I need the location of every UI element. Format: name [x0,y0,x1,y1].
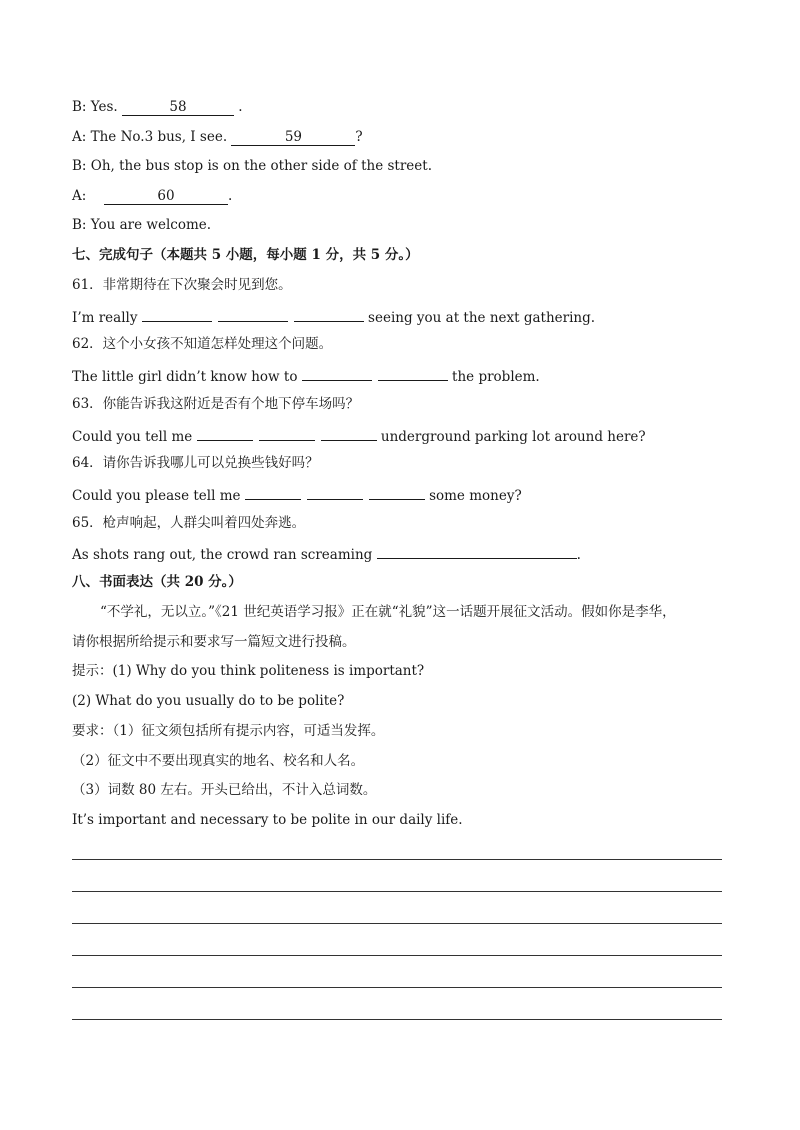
dialogue-text: . [228,188,233,204]
section-7-heading: 七、完成句子（本题共 5 小题，每小题 1 分，共 5 分。） [72,247,419,263]
section-8-heading: 八、书面表达（共 20 分。） [72,574,242,590]
sentence-text: As shots rang out, the crowd ran screaming [72,547,377,563]
writing-prompt-intro: “不学礼，无以立。”《21 世纪英语学习报》正在就“礼貌”这一话题开展征文活动。假如你是李华， [100,604,676,620]
dialogue-line-4 [72,187,232,205]
answer-blank[interactable] [377,543,577,559]
writing-line[interactable] [72,923,722,924]
question-64-chinese: 64．请你告诉我哪儿可以兑换些钱好吗？ [72,455,319,471]
dialogue-text: . [234,99,243,115]
sentence-text: underground parking lot around here? [376,429,646,445]
dialogue-line-5 [72,216,211,234]
hint-2: (2) What do you usually do to be polite? [72,693,345,709]
answer-blank[interactable] [259,425,315,441]
question-62-chinese: 62．这个小女孩不知道怎样处理这个问题。 [72,336,333,352]
writing-line[interactable] [72,955,722,956]
question-61-chinese: 61．非常期待在下次聚会时见到您。 [72,277,292,293]
sentence-text: the problem. [447,369,540,385]
question-64-english [72,484,522,505]
sentence-text: seeing you at the next gathering. [363,310,596,326]
dialogue-text: A: The No.3 bus, I see. [72,129,232,145]
sentence-text: The little girl didn’t know how to [72,369,302,385]
answer-blank[interactable] [321,425,377,441]
answer-blank[interactable] [218,306,288,322]
question-63-english [72,425,646,446]
dialogue-line-2 [72,128,363,146]
requirement-3: （3）词数 80 左右。开头已给出，不计入总词数。 [72,782,377,798]
dialogue-text: ? [355,129,363,145]
answer-blank[interactable] [307,484,363,500]
question-63-chinese: 63．你能告诉我这附近是否有个地下停车场吗？ [72,396,360,412]
dialogue-text: B: Oh, the bus stop is on the other side of the street. [72,158,432,174]
answer-blank-59[interactable]: 59 [231,130,355,146]
dialogue-text: A: [72,188,87,204]
sentence-text: I’m really [72,310,142,326]
answer-blank[interactable] [197,425,253,441]
requirement-2: （2）征文中不要出现真实的地名、校名和人名。 [72,753,365,769]
dialogue-text: B: You are welcome. [72,217,212,233]
requirement-1: 要求：（1）征文须包括所有提示内容，可适当发挥。 [72,723,385,739]
sentence-text: Could you tell me [72,429,197,445]
answer-blank[interactable] [302,365,372,381]
question-61-english [72,306,595,327]
dialogue-text: B: Yes. [72,99,122,115]
writing-line[interactable] [72,1019,722,1020]
sentence-text: Could you please tell me [72,488,245,504]
hint-1: 提示：(1) Why do you think politeness is important? [72,663,425,679]
answer-blank-58[interactable]: 58 [122,100,234,116]
writing-prompt-intro-cont: 请你根据所给提示和要求写一篇短文进行投稿。 [72,634,356,650]
answer-blank[interactable] [369,484,425,500]
sentence-text: . [576,547,581,563]
answer-blank[interactable] [294,306,364,322]
writing-line[interactable] [72,891,722,892]
answer-blank[interactable] [245,484,301,500]
sentence-text: some money? [424,488,522,504]
answer-blank[interactable] [378,365,448,381]
essay-opening: It’s important and necessary to be polite in our daily life. [72,812,463,828]
question-65-chinese: 65．枪声响起，人群尖叫着四处奔逃。 [72,515,306,531]
question-62-english [72,365,540,386]
writing-line[interactable] [72,987,722,988]
question-65-english [72,543,581,564]
writing-line[interactable] [72,859,722,860]
dialogue-line-3 [72,157,432,175]
dialogue-line-1 [72,98,243,116]
answer-blank[interactable] [142,306,212,322]
answer-blank-60[interactable]: 60 [104,189,228,205]
